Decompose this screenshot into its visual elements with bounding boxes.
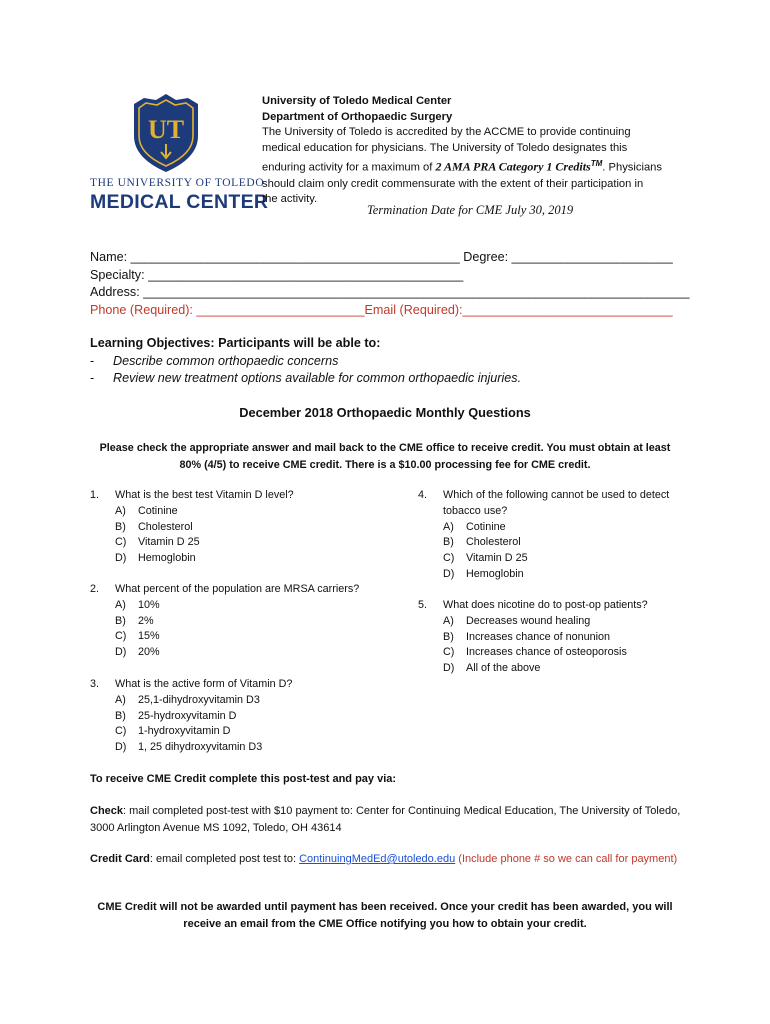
card-payment-info [90, 851, 690, 868]
contact-row [90, 302, 690, 320]
question-stem: What is the active form of Vitamin D? [115, 678, 293, 690]
question-stem: What percent of the population are MRSA carriers? [115, 583, 360, 595]
answer-option[interactable]: C) Vitamin D 25 [115, 536, 200, 549]
statement-line: medical education for physicians. The University of Toledo designates this [262, 141, 628, 154]
name-row [90, 249, 690, 267]
answer-option[interactable]: A) Cotinine [443, 520, 506, 533]
notice-line: receive an email from the CME Office notifying you how to obtain your credit. [183, 917, 587, 930]
learning-objectives [90, 335, 521, 388]
card-text: : email completed post test to: [149, 853, 300, 865]
question-4 [418, 488, 669, 583]
statement-text: enduring activity for a maximum of [262, 162, 436, 175]
notice-line: CME Credit will not be awarded until payment has been received. Once your credit has been awarded, you will [97, 901, 673, 913]
answer-option[interactable]: C) Increases chance of osteoporosis [443, 646, 627, 659]
trademark: TM [590, 159, 603, 169]
degree-field[interactable]: _______________________ [511, 250, 673, 264]
accreditation-statement [262, 94, 682, 208]
shield-icon [130, 92, 202, 174]
answer-option[interactable]: A) Decreases wound healing [443, 614, 591, 627]
answer-option[interactable]: B) Cholesterol [115, 520, 193, 533]
answer-option[interactable]: C) 15% [115, 630, 160, 643]
logo-line1: THE UNIVERSITY OF TOLEDO [90, 177, 265, 189]
credit-designation: 2 AMA PRA Category 1 Credits [435, 160, 591, 175]
instructions-line: 80% (4/5) to receive CME credit. There is a $10.00 processing fee for CME credit. [179, 458, 591, 471]
answer-option[interactable]: A) 25,1-dihydroxyvitamin D3 [115, 693, 260, 706]
termination-date: Termination Date for CME July 30, 2019 [367, 203, 574, 217]
specialty-field[interactable]: _____________________________________________ [148, 267, 464, 282]
question-number: 3. [90, 678, 100, 690]
check-payment-info [90, 803, 690, 836]
payment-heading: To receive CME Credit complete this post-test and pay via: [90, 773, 397, 785]
specialty-label: Specialty: [90, 267, 149, 282]
statement-line: The University of Toledo is accredited by the ACCME to provide continuing [262, 126, 631, 139]
email-field[interactable]: ______________________________ [462, 302, 673, 317]
instructions-line: Please check the appropriate answer and mail back to the CME office to receive credit. You must obtain at least [99, 442, 671, 454]
answer-option[interactable]: D) Hemoglobin [443, 567, 524, 580]
answer-option[interactable]: B) 25-hydroxyvitamin D [115, 709, 237, 722]
answer-option[interactable]: B) Cholesterol [443, 536, 521, 549]
statement-line: should claim only credit commensurate with the extent of their participation in [262, 177, 644, 190]
quiz-title: December 2018 Orthopaedic Monthly Questions [239, 405, 531, 420]
objective-text: Review new treatment options available for common orthopaedic injuries. [113, 371, 522, 385]
question-stem: What does nicotine do to post-op patients? [443, 599, 648, 611]
name-field[interactable]: _______________________________________________ [130, 250, 460, 264]
objective-text: Describe common orthopaedic concerns [113, 353, 339, 368]
participant-info [90, 249, 690, 319]
logo-line2: MEDICAL CENTER [90, 191, 269, 213]
statement-line: the activity. [262, 193, 318, 206]
specialty-row [90, 267, 690, 285]
answer-option[interactable]: B) 2% [115, 614, 154, 627]
org-name: University of Toledo Medical Center [262, 95, 452, 107]
answer-option[interactable]: C) 1-hydroxyvitamin D [115, 725, 231, 738]
objective-item: - Review new treatment options available for common orthopaedic injuries. [90, 370, 521, 388]
logo-monogram: UT [147, 115, 185, 144]
question-number: 2. [90, 583, 100, 595]
question-number: 5. [418, 599, 428, 611]
question-3 [90, 677, 292, 756]
check-label: Check [90, 805, 124, 817]
quiz-instructions [90, 440, 680, 473]
email-label: Email (Required): [364, 302, 463, 317]
answer-option[interactable]: D) 20% [115, 646, 160, 659]
address-field[interactable]: ______________________________________________________________________________ [143, 285, 690, 299]
answer-option[interactable]: A) Cotinine [115, 504, 178, 517]
card-note: (Include phone # so we can call for payment) [455, 853, 678, 865]
question-2 [90, 582, 359, 661]
answer-option[interactable]: D) 1, 25 dihydroxyvitamin D3 [115, 741, 263, 754]
answer-option[interactable]: C) Vitamin D 25 [443, 552, 528, 565]
address-label: Address: [90, 285, 144, 299]
phone-field[interactable]: ________________________ [196, 302, 365, 317]
question-stem: Which of the following cannot be used to detect [443, 489, 670, 501]
objectives-title: Learning Objectives: Participants will be able to: [90, 336, 381, 350]
card-label: Credit Card [90, 853, 150, 865]
check-text: : mail completed post-test with $10 payment to: Center for Continuing Medical Education, The University of Toledo, 3000 Arlington Avenue MS 1092, Toledo, OH 43614 [90, 805, 681, 834]
question-5 [418, 598, 648, 677]
degree-label: Degree: [459, 250, 512, 264]
phone-label: Phone (Required): [90, 302, 197, 317]
credit-notice [80, 899, 690, 932]
email-link[interactable]: ContinuingMedEd@utoledo.edu [299, 853, 456, 865]
answer-option[interactable]: D) All of the above [443, 662, 541, 675]
name-label: Name: [90, 250, 131, 264]
question-number: 4. [418, 489, 428, 501]
university-logo [90, 92, 269, 214]
statement-line [262, 156, 682, 176]
question-stem: What is the best test Vitamin D level? [115, 489, 294, 501]
question-1 [90, 488, 294, 567]
dept-name: Department of Orthopaedic Surgery [262, 110, 453, 123]
objective-item: - Describe common orthopaedic concerns [90, 353, 521, 371]
address-row [90, 284, 690, 302]
answer-option[interactable]: B) Increases chance of nonunion [443, 630, 611, 643]
answer-option[interactable]: D) Hemoglobin [115, 552, 196, 565]
answer-option[interactable]: A) 10% [115, 598, 160, 611]
question-stem-continued: tobacco use? [443, 504, 508, 517]
statement-text: . Physicians [602, 162, 662, 175]
question-number: 1. [90, 489, 100, 501]
